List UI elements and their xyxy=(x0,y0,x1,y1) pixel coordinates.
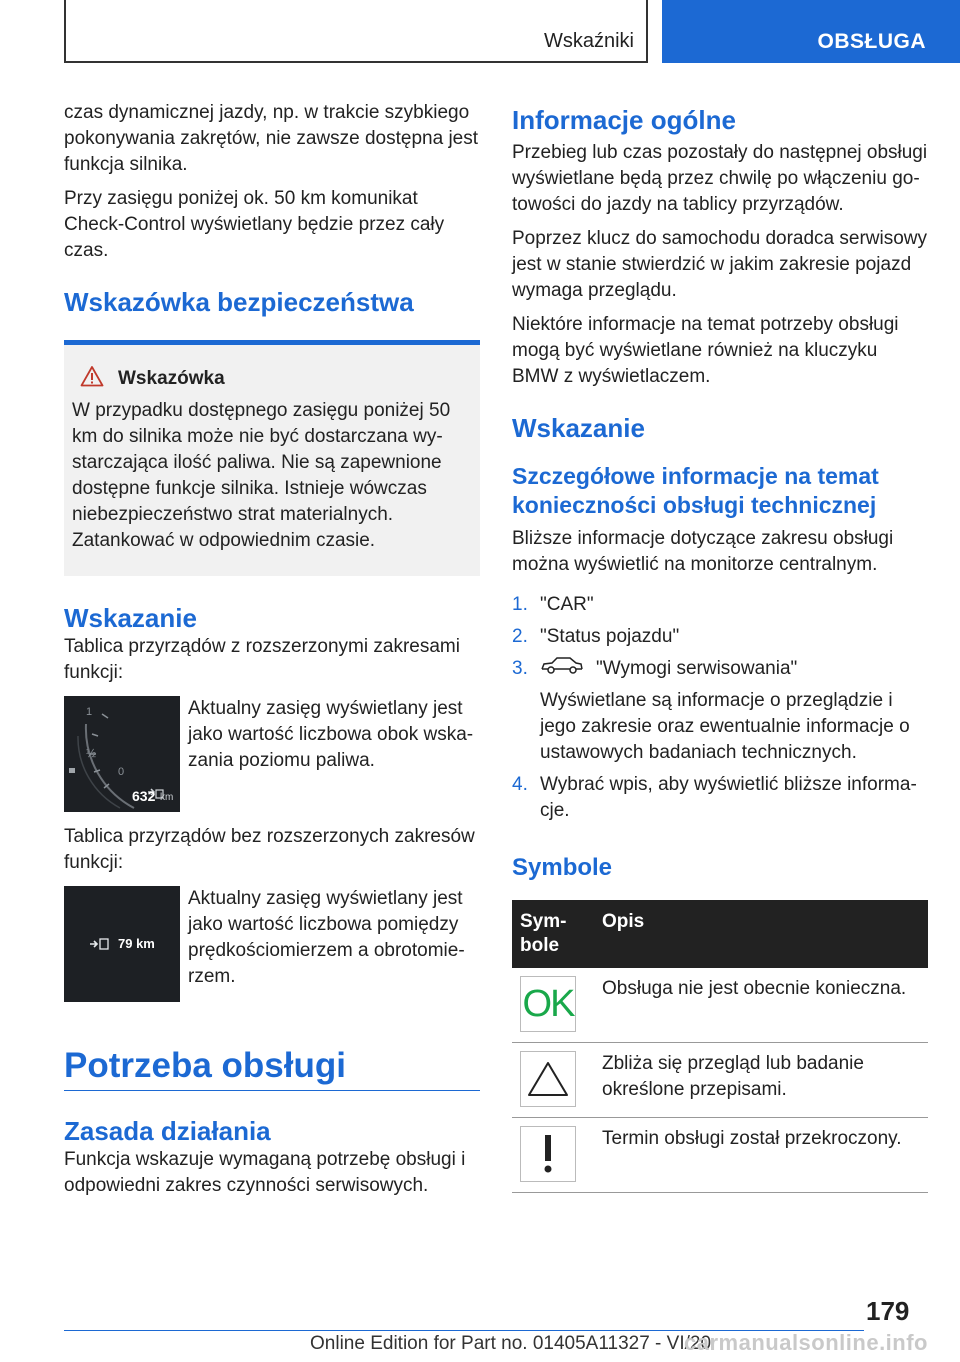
safety-heading: Wskazówka bezpieczeństwa xyxy=(64,287,414,317)
table-row xyxy=(512,1043,928,1118)
cluster1-description: Aktualny zasięg wyświetlany jest jako wartość liczbowa obok wskazania poziomu paliwa. xyxy=(188,698,474,771)
exclamation-icon xyxy=(520,1126,576,1182)
step3-detail: Wyświetlane są informacje o przeglądzie i jego zakresie oraz ewentualnie informacje o ustawowych badaniach technicznych. xyxy=(540,690,910,763)
step-number: 1. xyxy=(512,594,528,615)
warning-triangle-icon xyxy=(80,365,104,392)
intro-paragraph-2: Przy zasięgu poniżej ok. 50 km komunikat Check-Control wyświetlany będzie przez cały czas. xyxy=(64,188,445,261)
left-column xyxy=(64,100,480,1199)
header-chapter-title: OBSŁUGA xyxy=(817,30,926,53)
detail-text: Bliższe informacje dotyczące zakresu obsługi można wyświetlić na monitorze centralnym. xyxy=(512,528,894,575)
row-description: Obsługa nie jest obecnie konieczna. xyxy=(594,968,928,1043)
step-text: Wybrać wpis, aby wyświetlić bliższe informacje. xyxy=(540,774,917,821)
general-paragraph-1: Przebieg lub czas pozostały do następnej obsługi wyświetlane będą przez chwilę po włączeniu gotowości do jazdy na tablicy przyrządów. xyxy=(512,142,928,215)
detail-heading: Szczegółowe informacje na temat konieczności obsługi technicznej xyxy=(512,463,879,518)
step-text: "Wymogi serwisowania" xyxy=(596,658,798,679)
step-number: 2. xyxy=(512,626,528,647)
cluster2-description: Aktualny zasięg wyświetlany jest jako wartość liczbowa pomiędzy prędkościomierzem a obrotomierzem. xyxy=(188,888,465,987)
step-item xyxy=(512,592,928,618)
principle-text: Funkcja wskazuje wymaganą potrzebę obsługi i odpowiedni zakres czynności serwisowych. xyxy=(64,1149,466,1196)
cluster1-one-label: 1 xyxy=(86,706,93,718)
row-description: Zbliża się przegląd lub badanie określone przepisami. xyxy=(594,1043,928,1118)
warning-header xyxy=(72,365,472,392)
footer-edition: Online Edition for Part no. 01405A11327 - VI/20 xyxy=(310,1333,712,1354)
display-heading-right: Wskazanie xyxy=(512,413,645,443)
cluster-extended-image xyxy=(64,696,180,812)
chapter-underline xyxy=(64,1090,480,1091)
step-text: "Status pojazdu" xyxy=(540,626,680,647)
table-row xyxy=(512,1118,928,1193)
page-number: 179 xyxy=(866,1296,910,1326)
header-section-box xyxy=(64,0,648,63)
step-item xyxy=(512,656,928,766)
display-intro-1: Tablica przyrządów z rozszerzonymi zakresami funkcji: xyxy=(64,636,460,683)
steps-list xyxy=(512,592,928,824)
general-paragraph-2: Poprzez klucz do samochodu doradca serwisowy jest w stanie stwierdzić w jakim zakresie pojazd wymaga przeglądu. xyxy=(512,228,928,301)
step-item xyxy=(512,772,928,824)
cluster-extended-row xyxy=(64,696,480,812)
warning-title: Wskazówka xyxy=(118,367,225,389)
table-header-symbol: Symbole xyxy=(512,900,594,968)
step-number: 3. xyxy=(512,658,528,679)
step-text: "CAR" xyxy=(540,594,594,615)
cluster-basic-image xyxy=(64,886,180,1002)
cluster1-half-label: ½ xyxy=(86,746,97,760)
cluster1-range-value: 632 xyxy=(132,788,156,804)
table-row xyxy=(512,968,928,1043)
footer-watermark: carmanualsonline.info xyxy=(684,1330,928,1355)
right-column xyxy=(512,100,928,1193)
cluster-basic-row xyxy=(64,886,480,1002)
cluster1-range-unit: km xyxy=(160,792,174,803)
cluster2-range-value: 79 km xyxy=(118,936,155,951)
symbols-heading: Symbole xyxy=(512,854,613,881)
warning-box xyxy=(64,340,480,576)
ok-icon: OK xyxy=(520,976,576,1032)
display-heading-left: Wskazanie xyxy=(64,603,197,633)
principle-heading: Zasada działania xyxy=(64,1116,271,1146)
chapter-heading: Potrzeba obsługi xyxy=(64,1046,346,1085)
triangle-warning-icon xyxy=(520,1051,576,1107)
display-intro-2: Tablica przyrządów bez rozszerzonych zakresów funkcji: xyxy=(64,826,475,873)
general-paragraph-3: Niektóre informacje na temat potrzeby obsługi mogą być wyświetlane również na kluczyku BMW z wyświetlaczem. xyxy=(512,314,899,387)
symbols-table xyxy=(512,900,928,1193)
table-header-description: Opis xyxy=(594,900,928,968)
intro-paragraph-1: czas dynamicznej jazdy, np. w trakcie szybkiego pokonywania zakrętów, nie zawsze dostępna jest funkcja silnika. xyxy=(64,102,479,175)
header-chapter-box xyxy=(662,0,960,63)
step-number: 4. xyxy=(512,774,528,795)
warning-text: W przypadku dostępnego zasięgu poniżej 50 km do silnika może nie być dostarczana wystarczająca ilość paliwa. Nie są zapewnione dostępne funkcje silnika. Istnieje wówczas niebezpieczeństwo strat materialnych. Zatankować w odpowiednim czasie. xyxy=(72,400,451,551)
general-heading: Informacje ogólne xyxy=(512,105,736,135)
cluster1-zero-label: 0 xyxy=(118,766,125,778)
car-service-icon xyxy=(540,656,584,682)
step-item xyxy=(512,624,928,650)
row-description: Termin obsługi został przekroczony. xyxy=(594,1118,928,1193)
header-section-title: Wskaźniki xyxy=(543,30,634,52)
